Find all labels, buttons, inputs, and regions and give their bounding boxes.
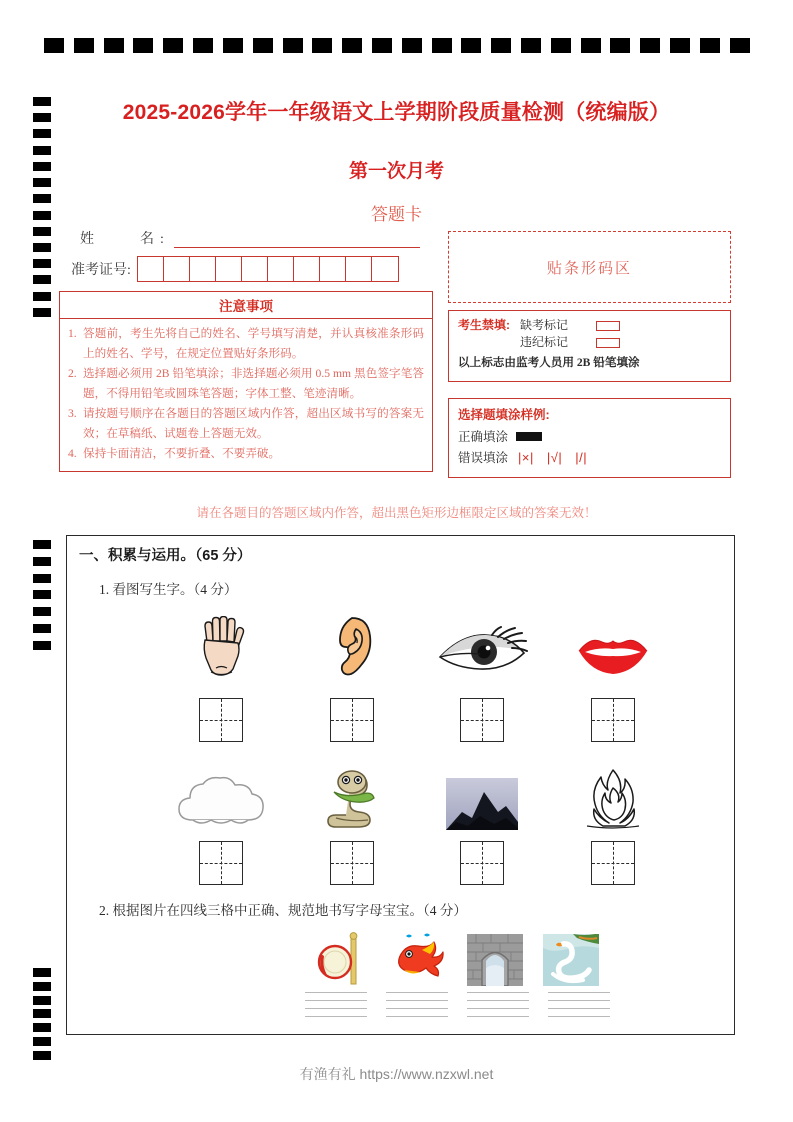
proctor-title: 考生禁填: [458,318,510,332]
tianzige-wrap [428,698,536,744]
section-title: 一、积累与运用。（65 分） [79,548,252,564]
timing-mark [33,968,51,977]
timing-mark [44,38,64,53]
absent-mark-label: 缺考标记 [520,318,569,332]
notice-item [68,404,424,443]
timing-mark [104,38,124,53]
exam-number-cell[interactable] [268,257,294,281]
fill-example-title: 选择题填涂样例: [458,408,550,422]
proctor-note: 以上标志由监考人员用 2B 铅笔填涂 [458,356,640,369]
grid-line [305,1000,367,1001]
notice-item-text: 答题前，考生先将自己的姓名、学号填写清楚，并认真核准条形码上的姓名、学号，在规定位置贴好条形码。 [83,327,424,360]
name-label: 姓 名: [80,232,170,247]
tianzige-box[interactable] [199,841,243,885]
correct-fill-label: 正确填涂 [458,430,509,444]
timing-mark [342,38,362,53]
timing-mark [33,259,51,268]
exam-number-cell[interactable] [216,257,242,281]
tianzige-wrap [167,698,275,744]
question-1-picture-row-2 [167,758,667,830]
ear-picture [298,606,406,678]
timing-mark [610,38,630,53]
question-2-fourline-grid-row [305,992,610,1018]
timing-mark [33,308,51,317]
notice-body [60,319,432,471]
timing-mark [283,38,303,53]
notice-box [59,291,433,472]
left-timing-marks-lower [33,968,51,1060]
timing-mark [33,540,51,549]
fourline-grid[interactable] [548,992,610,1018]
grid-line [386,1016,448,1017]
tianzige-wrap [428,841,536,887]
grid-line [548,1000,610,1001]
timing-mark [521,38,541,53]
question-1-title: 1. 看图写生字。（4 分） [99,582,238,597]
notice-item-text: 保持卡面清洁，不要折叠、不要弄破。 [83,447,281,460]
grid-line [467,992,529,993]
timing-mark [700,38,720,53]
grid-line [467,1008,529,1009]
exam-number-label: 准考证号: [71,263,131,278]
notice-item-number: 1. [68,327,77,340]
proctor-marks-box [448,310,731,382]
exam-subtitle: 第一次月考 [348,161,444,182]
wrong-mark-slash-icon: |/| [575,449,588,465]
timing-mark [33,574,51,583]
answer-region [66,535,735,1035]
fourline-grid[interactable] [386,992,448,1018]
timing-mark [33,146,51,155]
timing-mark [33,1009,51,1018]
barcode-area-label: 贴条形码区 [546,260,632,277]
exam-number-cell[interactable] [372,257,398,281]
timing-mark [33,292,51,301]
timing-mark [33,982,51,991]
wrong-fill-label: 错误填涂 [458,451,509,465]
absent-mark-row [458,317,721,334]
notice-item [68,364,424,403]
violation-mark-row [458,334,721,351]
exam-number-cell[interactable] [294,257,320,281]
drum-picture [312,928,374,986]
timing-mark [33,557,51,566]
tianzige-wrap [559,841,667,887]
timing-mark [33,641,51,650]
timing-mark [432,38,452,53]
timing-mark [372,38,392,53]
correct-fill-row [458,427,721,445]
wrong-fill-row [458,448,721,466]
grid-line [548,1016,610,1017]
grid-line [548,992,610,993]
name-field-row [80,224,420,248]
timing-mark [581,38,601,53]
goose-picture [540,928,602,986]
tianzige-wrap [559,698,667,744]
mouth-picture [559,606,667,678]
grid-line [386,1000,448,1001]
timing-mark [33,607,51,616]
timing-mark [193,38,213,53]
exam-number-row [71,256,399,282]
question-2-title: 2. 根据图片在四线三格中正确、规范地书写字母宝宝。（4 分） [99,903,467,918]
timing-mark [33,624,51,633]
timing-mark [33,275,51,284]
exam-number-cell[interactable] [242,257,268,281]
timing-mark [551,38,571,53]
eye-picture [428,606,536,678]
exam-number-cell[interactable] [346,257,372,281]
top-timing-marks [44,38,750,53]
timing-mark [33,243,51,252]
timing-mark [640,38,660,53]
timing-mark [33,1037,51,1046]
fourline-grid[interactable] [305,992,367,1018]
timing-mark [730,38,750,53]
answer-warning-text: 请在各题目的答题区域内作答，超出黑色矩形边框限定区域的答案无效！ [196,506,597,520]
timing-mark [223,38,243,53]
timing-mark [491,38,511,53]
cloud-picture [167,758,275,830]
hand-picture [167,606,275,678]
wrong-mark-cross-icon: |×| [518,449,534,465]
answer-card-label: 答题卡 [371,205,422,224]
grid-line [467,1016,529,1017]
tianzige-wrap [298,841,406,887]
fourline-grid[interactable] [467,992,529,1018]
left-timing-marks-middle [33,540,51,650]
name-input[interactable] [174,230,420,248]
question-1-grid-row-1 [167,698,667,744]
violation-mark-bubble[interactable] [596,338,620,348]
exam-number-cell[interactable] [190,257,216,281]
timing-mark [133,38,153,53]
notice-item-number: 3. [68,407,77,420]
tianzige-box[interactable] [460,698,504,742]
timing-mark [670,38,690,53]
notice-item-number: 4. [68,447,77,460]
timing-mark [33,129,51,138]
timing-mark [461,38,481,53]
tianzige-wrap [167,841,275,887]
tianzige-box[interactable] [330,698,374,742]
notice-item [68,444,424,464]
tianzige-box[interactable] [199,698,243,742]
grid-line [386,1008,448,1009]
timing-mark [33,590,51,599]
absent-mark-bubble[interactable] [596,321,620,331]
tianzige-box[interactable] [330,841,374,885]
question-1-picture-row-1 [167,606,667,678]
exam-number-cell[interactable] [138,257,164,281]
notice-heading: 注意事项 [60,292,432,319]
gate-picture [464,928,526,986]
timing-mark [253,38,273,53]
goldfish-picture [388,928,450,986]
timing-mark [312,38,332,53]
grid-line [305,1016,367,1017]
tianzige-box[interactable] [591,841,635,885]
timing-mark [33,996,51,1005]
barcode-paste-area[interactable] [448,231,731,303]
exam-number-input[interactable] [137,256,399,282]
wrong-fill-marks [518,450,600,465]
timing-mark [163,38,183,53]
tianzige-box[interactable] [591,698,635,742]
exam-number-cell[interactable] [164,257,190,281]
notice-item-text: 选择题必须用 2B 铅笔填涂；非选择题必须用 0.5 mm 黑色签字笔答题，不得用铅笔或圆珠笔答题；字体工整、笔迹清晰。 [83,367,424,400]
grid-line [467,1000,529,1001]
violation-mark-label: 违纪标记 [520,335,569,349]
exam-number-cell[interactable] [320,257,346,281]
timing-mark [402,38,422,53]
footer-watermark: 有渔有礼 https://www.nzxwl.net [299,1066,494,1082]
grid-line [305,1008,367,1009]
grid-line [548,1008,610,1009]
mountain-picture [428,758,536,830]
fire-picture [559,758,667,830]
worm-picture [298,758,406,830]
question-2-picture-row [312,928,602,986]
page-title: 2025-2026学年一年级语文上学期阶段质量检测（统编版） [122,101,671,124]
grid-line [386,992,448,993]
grid-line [305,992,367,993]
notice-item-text: 请按题号顺序在各题目的答题区域内作答，超出区域书写的答案无效；在草稿纸、试题卷上答题无效。 [83,407,424,440]
timing-mark [74,38,94,53]
timing-mark [33,227,51,236]
timing-mark [33,1023,51,1032]
wrong-mark-check-icon: |√| [546,449,563,465]
notice-item-number: 2. [68,367,77,380]
timing-mark [33,1051,51,1060]
fill-example-box [448,398,731,478]
correct-fill-swatch [516,432,542,441]
tianzige-wrap [298,698,406,744]
notice-item [68,324,424,363]
question-1-grid-row-2 [167,841,667,887]
tianzige-box[interactable] [460,841,504,885]
